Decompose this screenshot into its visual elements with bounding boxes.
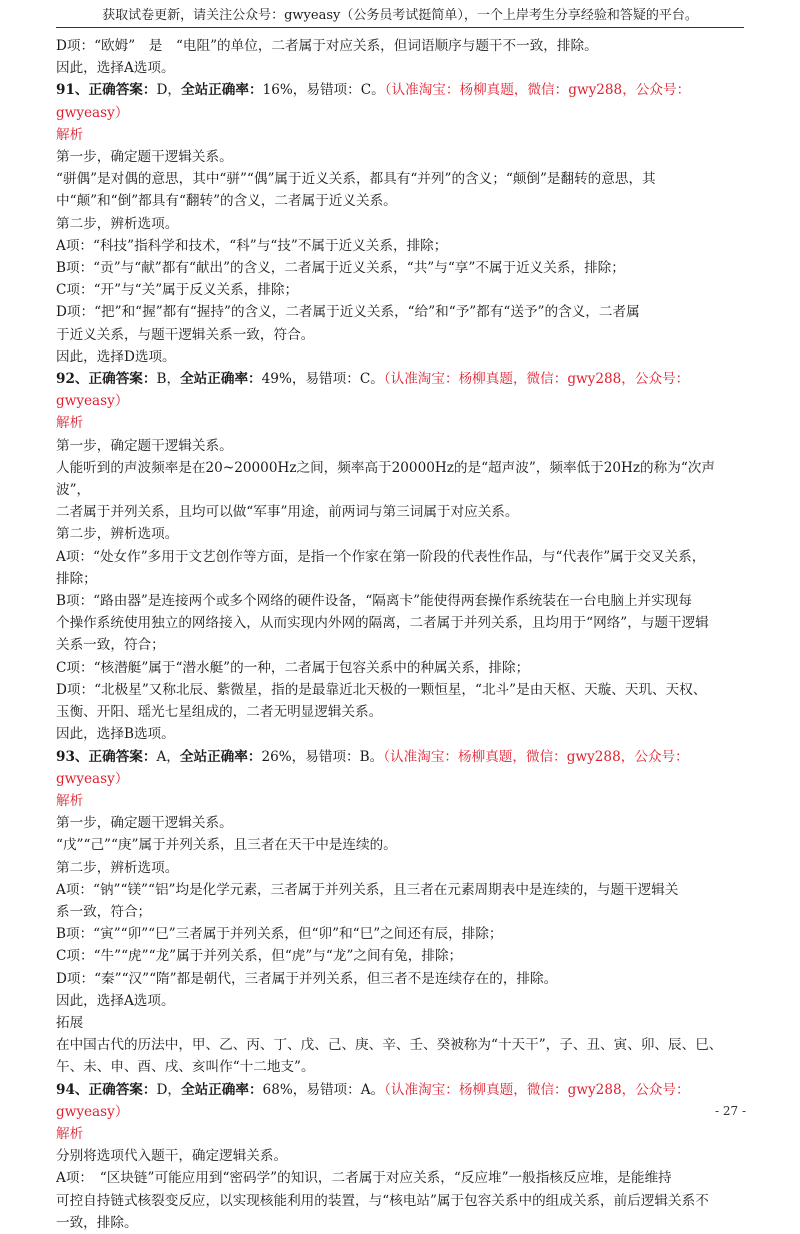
rate-value: 16%，易错项：C。 (262, 82, 385, 99)
text-line: A项：“科技”指科学和技术，“科”与“技”不属于近义关系，排除； (56, 237, 448, 254)
text-line: 因此，选择A选项。 (56, 992, 175, 1009)
question-92-heading (56, 368, 746, 412)
text-line: D项：“欧姆” 是 “电阻”的单位，二者属于对应关系，但词语顺序与题干不一致，排除。 (56, 38, 598, 54)
text-line: 系一致，符合； (56, 903, 152, 920)
header-divider (56, 27, 744, 28)
text-line: C项：“开”与“关”属于反义关系，排除； (56, 282, 299, 299)
text-line: D项：“把”和“握”都有“握持”的含义，二者属于近义关系，“给”和“予”都有“送予”的含义，二者属 (56, 304, 640, 321)
text-line: 第二步，辨析选项。 (56, 526, 179, 543)
ad-text: （认准淘宝：杨柳真题，微信：gwy288，公众号：gwyeasy） (56, 82, 691, 121)
text-line: 中“颠”和“倒”都具有“翻转”的含义，二者属于近义关系。 (56, 193, 397, 210)
question-93-heading (56, 746, 746, 790)
ad-text: （认准淘宝：杨柳真题，微信：gwy288，公众号：gwyeasy） (56, 748, 689, 787)
rate-value: 26%，易错项：B。 (261, 748, 384, 765)
tuozhan-label: 拓展 (56, 1014, 84, 1031)
text-line: 分别将选项代入题干，确定逻辑关系。 (56, 1148, 288, 1165)
text-line: 因此，选择B选项。 (56, 726, 175, 743)
text-line: 排除； (56, 570, 97, 587)
text-line: 人能听到的声波频率是在20~20000Hz之间，频率高于20000Hz的是“超声波”，频率低于20Hz的称为“次声波”， (56, 459, 715, 499)
answer-label: 94、正确答案： (56, 1081, 157, 1098)
answer-label: 92、正确答案： (56, 371, 157, 388)
text-line: 第一步，确定题干逻辑关系。 (56, 815, 233, 832)
answer-label: 91、正确答案： (56, 82, 157, 99)
text-line: D项：“北极星”又称北辰、紫微星，指的是最靠近北天极的一颗恒星，“北斗”是由天枢、天璇、天玑、天权、 (56, 681, 707, 698)
text-line: 于近义关系，与题干逻辑关系一致，符合。 (56, 326, 315, 343)
text-line: 因此，选择D选项。 (56, 348, 176, 365)
answer-label: 93、正确答案： (56, 748, 157, 765)
text-line: 玉衡、开阳、瑶光七星组成的，二者无明显逻辑关系。 (56, 704, 383, 721)
text-line: 二者属于并列关系，且均可以做“军事”用途，前两词与第三词属于对应关系。 (56, 504, 519, 521)
text-line: 在中国古代的历法中，甲、乙、丙、丁、戊、己、庚、辛、壬、癸被称为“十天干”，子、丑、寅、卯、辰、巳、 (56, 1037, 723, 1054)
rate-value: 68%，易错项：A。 (262, 1081, 385, 1098)
page-header: 获取试卷更新，请关注公众号：gwyeasy（公务员考试挺简单），一个上岸考生分享经验和答疑的平台。 (102, 8, 698, 23)
text-line: A项：“钠”“镁”“铝”均是化学元素，三者属于并列关系，且三者在元素周期表中是连续的，与题干逻辑关 (56, 881, 679, 898)
text-line: 可控自持链式核裂变反应，以实现核能利用的装置，与“核电站”属于包容关系中的组成关系，前后逻辑关系不 (56, 1192, 709, 1209)
text-line: B项：“贡”与“献”都有“献出”的含义，二者属于近义关系，“共”与“享”不属于近义关系，排除； (56, 260, 625, 277)
text-line: D项：“秦”“汉”“隋”都是朝代，三者属于并列关系，但三者不是连续存在的，排除。 (56, 970, 558, 987)
text-line: B项：“路由器”是连接两个或多个网络的硬件设备，“隔离卡”能使得两套操作系统装在一台电脑上并实现每 (56, 593, 692, 610)
jiexi-label: 解析 (56, 126, 84, 143)
text-line: 关系一致，符合； (56, 637, 165, 654)
rate-label: 全站正确率： (179, 748, 262, 765)
answer-value: D， (156, 82, 181, 99)
text-line: “戊”“己”“庚”属于并列关系，且三者在天干中是连续的。 (56, 837, 397, 854)
text-line: 因此，选择A选项。 (56, 60, 175, 77)
answer-value: A， (156, 748, 180, 765)
jiexi-label: 解析 (56, 415, 84, 432)
rate-label: 全站正确率： (180, 1081, 263, 1098)
answer-value: D， (156, 1081, 181, 1098)
question-94-heading (56, 1079, 746, 1123)
ad-text: （认准淘宝：杨柳真题，微信：gwy288，公众号：gwyeasy） (56, 1081, 690, 1120)
text-line: 第一步，确定题干逻辑关系。 (56, 437, 233, 454)
rate-label: 全站正确率： (180, 371, 262, 388)
rate-label: 全站正确率： (180, 82, 263, 99)
answer-value: B， (156, 371, 181, 388)
text-line: 一致，排除。 (56, 1214, 138, 1231)
text-line: B项：“寅”“卯”“巳”三者属于并列关系，但“卯”和“巳”之间还有辰，排除； (56, 926, 503, 943)
text-line: “骈偶”是对偶的意思，其中“骈”“偶”属于近义关系，都具有“并列”的含义；“颠倒”是翻转的意思，其 (56, 171, 656, 188)
page-number: - 27 - (714, 1104, 746, 1118)
text-line: 第一步，确定题干逻辑关系。 (56, 149, 233, 166)
rate-value: 49%，易错项：C。 (261, 371, 384, 388)
text-line: A项：“处女作”多用于文艺创作等方面，是指一个作家在第一阶段的代表性作品，与“代表作”属于交叉关系， (56, 548, 706, 565)
ad-text: （认准淘宝：杨柳真题，微信：gwy288，公众号：gwyeasy） (56, 371, 690, 410)
text-line: 个操作系统使用独立的网络接入，从而实现内外网的隔离，二者属于并列关系，且均用于“网络”，与题干逻辑 (56, 615, 709, 632)
jiexi-label: 解析 (56, 792, 84, 809)
question-91-heading (56, 79, 746, 123)
text-line: 第二步，辨析选项。 (56, 859, 179, 876)
text-line: 第二步，辨析选项。 (56, 215, 179, 232)
text-line: C项：“核潜艇”属于“潜水艇”的一种，二者属于包容关系中的种属关系，排除； (56, 659, 530, 676)
document-body (56, 35, 746, 1234)
text-line: 午、未、申、酉、戌、亥叫作“十二地支”。 (56, 1059, 315, 1076)
text-line: A项： “区块链”可能应用到“密码学”的知识，二者属于对应关系，“反应堆”一般指核反应堆，是能维持 (56, 1170, 672, 1187)
text-line: C项：“牛”“虎”“龙”属于并列关系，但“虎”与“龙”之间有兔，排除； (56, 948, 463, 965)
jiexi-label: 解析 (56, 1125, 84, 1142)
